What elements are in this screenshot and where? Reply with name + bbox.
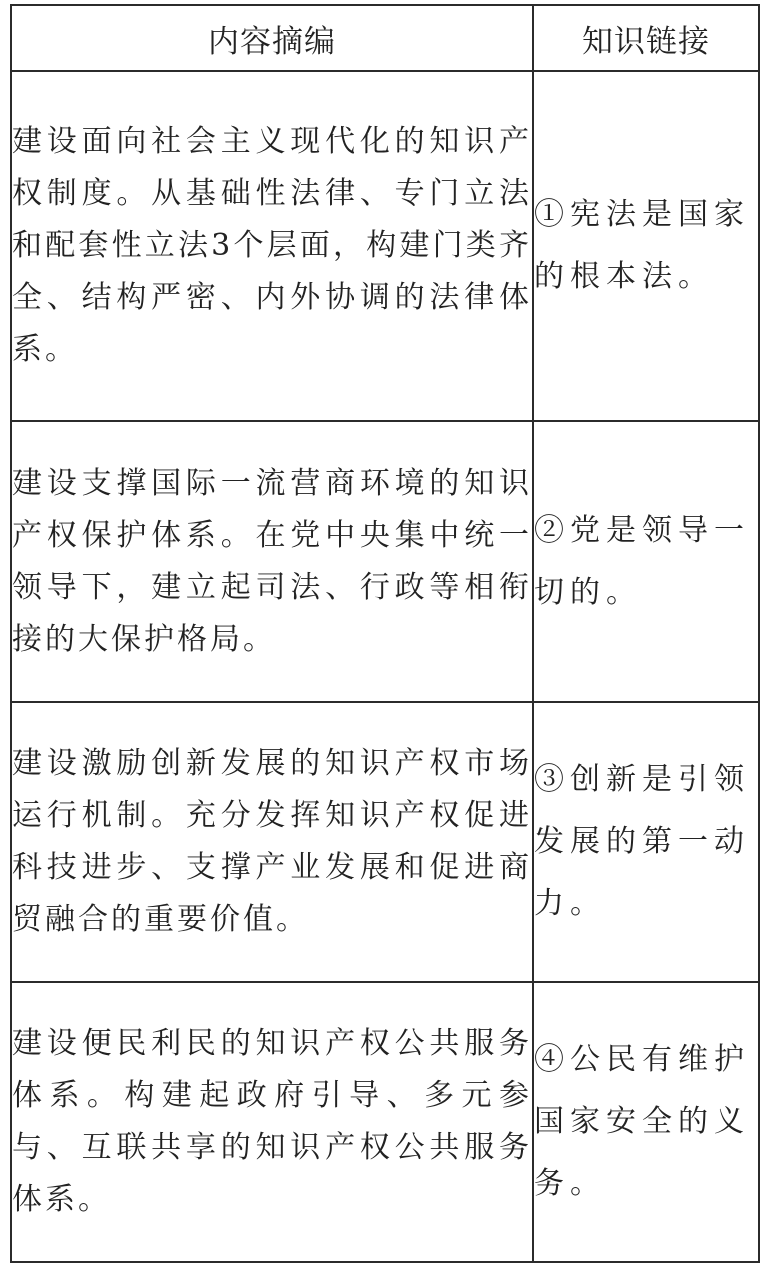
link-cell: ③创新是引领发展的第一动力。: [533, 702, 759, 982]
table-row: [11, 982, 759, 1262]
content-cell: 建设面向社会主义现代化的知识产权制度。从基础性法律、专门立法和配套性立法3个层面，构建门类齐全、结构严密、内外协调的法律体系。: [11, 71, 533, 421]
header-content-excerpt: 内容摘编: [11, 5, 533, 71]
link-cell: ④公民有维护国家安全的义务。: [533, 982, 759, 1262]
link-cell: ①宪法是国家的根本法。: [533, 71, 759, 421]
content-cell: 建设便民利民的知识产权公共服务体系。构建起政府引导、多元参与、互联共享的知识产权公共服务体系。: [11, 982, 533, 1262]
content-cell: 建设支撑国际一流营商环境的知识产权保护体系。在党中央集中统一领导下，建立起司法、行政等相衔接的大保护格局。: [11, 421, 533, 702]
link-cell: ②党是领导一切的。: [533, 421, 759, 702]
content-cell: 建设激励创新发展的知识产权市场运行机制。充分发挥知识产权促进科技进步、支撑产业发展和促进商贸融合的重要价值。: [11, 702, 533, 982]
header-knowledge-link: 知识链接: [533, 5, 759, 71]
table-header-row: [11, 5, 759, 71]
table-row: [11, 421, 759, 702]
table-row: [11, 71, 759, 421]
knowledge-table: [10, 4, 760, 1263]
table-row: [11, 702, 759, 982]
